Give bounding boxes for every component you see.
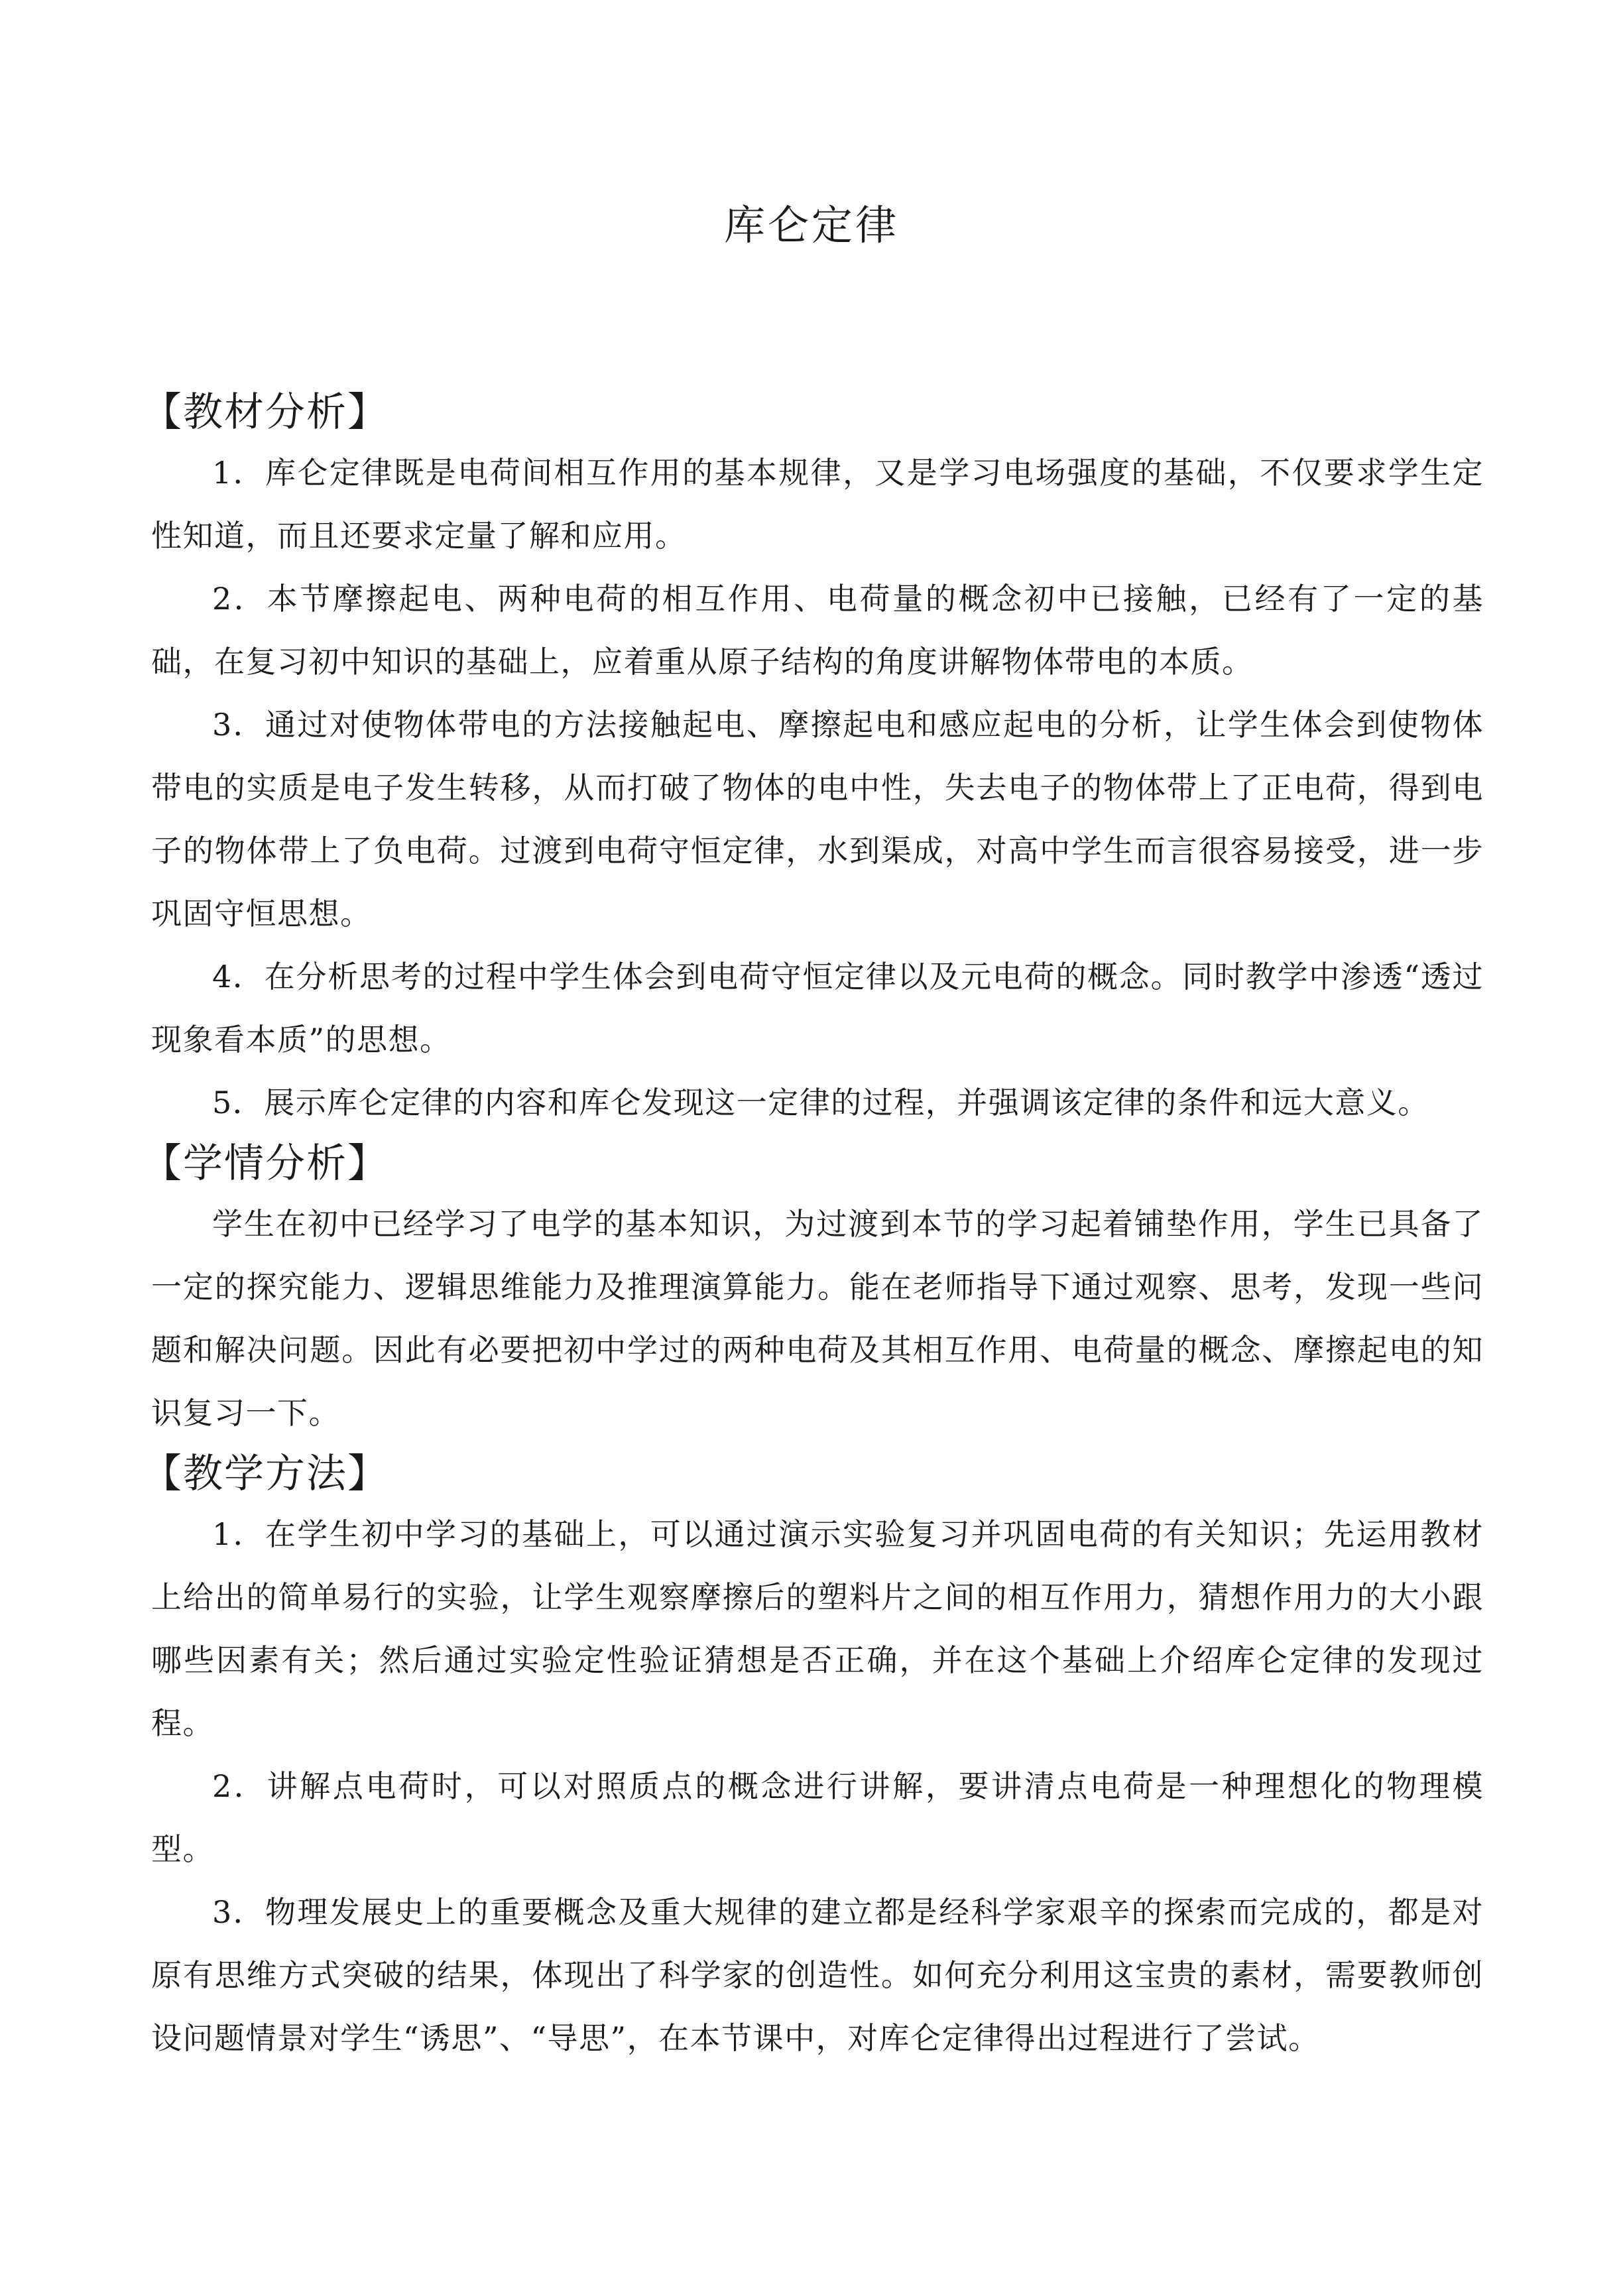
section-heading: 【学情分析】 xyxy=(142,1140,389,1187)
section-teaching-methods xyxy=(142,1445,1484,2070)
page-title: 库仑定律 xyxy=(723,201,899,249)
paragraph: 5．展示库仑定律的内容和库仑发现这一定律的过程，并强调该定律的条件和远大意义。 xyxy=(212,1085,1429,1120)
paragraph: 2．本节摩擦起电、两种电荷的相互作用、电荷量的概念初中已接触，已经有了一定的基础，在复习初中知识的基础上，应着重从原子结构的角度讲解物体带电的本质。 xyxy=(151,581,1484,680)
paragraph: 2．讲解点电荷时，可以对照质点的概念进行讲解，要讲清点电荷是一种理想化的物理模型。 xyxy=(151,1768,1484,1867)
paragraph: 3．通过对使物体带电的方法接触起电、摩擦起电和感应起电的分析，让学生体会到使物体带电的实质是电子发生转移，从而打破了物体的电中性，失去电子的物体带上了正电荷，得到电子的物体带上了负电荷。过渡到电荷守恒定律，水到渠成，对高中学生而言很容易接受，进一步巩固守恒思想。 xyxy=(151,707,1484,932)
section-heading: 【教学方法】 xyxy=(142,1451,389,1497)
document-body xyxy=(142,383,1484,2070)
paragraph: 1．在学生初中学习的基础上，可以通过演示实验复习并巩固电荷的有关知识；先运用教材上给出的简单易行的实验，让学生观察摩擦后的塑料片之间的相互作用力，猜想作用力的大小跟哪些因素有关；然后通过实验定性验证猜想是否正确，并在这个基础上介绍库仑定律的发现过程。 xyxy=(151,1516,1484,1741)
paragraph: 学生在初中已经学习了电学的基本知识，为过渡到本节的学习起着铺垫作用，学生已具备了一定的探究能力、逻辑思维能力及推理演算能力。能在老师指导下通过观察、思考，发现一些问题和解决问题。因此有必要把初中学过的两种电荷及其相互作用、电荷量的概念、摩擦起电的知识复习一下。 xyxy=(151,1206,1484,1431)
section-heading: 【教材分析】 xyxy=(142,389,389,436)
paragraph: 1．库仑定律既是电荷间相互作用的基本规律，又是学习电场强度的基础，不仅要求学生定性知道，而且还要求定量了解和应用。 xyxy=(151,455,1484,554)
section-student-analysis xyxy=(142,1134,1484,1445)
section-textbook-analysis xyxy=(142,383,1484,1134)
paragraph: 4．在分析思考的过程中学生体会到电荷守恒定律以及元电荷的概念。同时教学中渗透“透过现象看本质”的思想。 xyxy=(151,959,1484,1057)
paragraph: 3．物理发展史上的重要概念及重大规律的建立都是经科学家艰辛的探索而完成的，都是对原有思维方式突破的结果，体现出了科学家的创造性。如何充分利用这宝贵的素材，需要教师创设问题情景对学生“诱思”、“导思”，在本节课中，对库仑定律得出过程进行了尝试。 xyxy=(151,1894,1484,2056)
